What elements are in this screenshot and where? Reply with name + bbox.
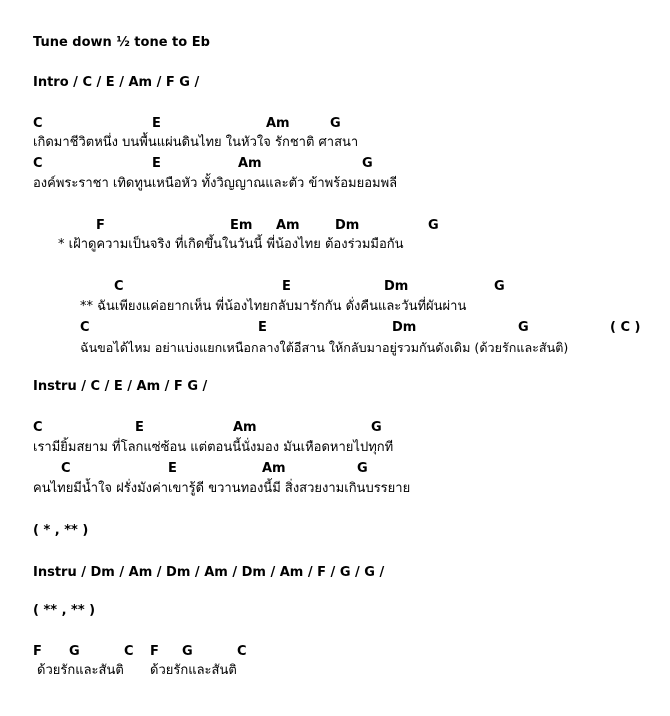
chord: G xyxy=(330,116,341,131)
chord: Em xyxy=(230,218,253,233)
repeat-marker: ( * , ** ) xyxy=(33,523,89,538)
chord: C xyxy=(124,644,134,659)
chord: G xyxy=(428,218,439,233)
chord: E xyxy=(282,279,291,294)
chord: Am xyxy=(233,420,257,435)
chord: E xyxy=(168,461,177,476)
chord: C xyxy=(80,320,90,335)
lyric-line: ** ฉันเพียงแค่อยากเห็น พี่น้องไทยกลับมารักกัน ดั่งคืนและวันที่ผันผ่าน xyxy=(80,299,467,314)
lyric-line: เรามียิ้มสยาม ที่โลกแซ่ซ้อน แต่ตอนนี้นั่งมอง มันเหือดหายไปทุกที xyxy=(33,440,394,455)
chord: G xyxy=(494,279,505,294)
chord: G xyxy=(182,644,193,659)
chord: F xyxy=(96,218,105,233)
chord: E xyxy=(135,420,144,435)
instrumental-line: Instru / C / E / Am / F G / xyxy=(33,379,208,394)
chord: C xyxy=(114,279,124,294)
instrumental-line: Instru / Dm / Am / Dm / Am / Dm / Am / F / G / G / xyxy=(33,565,385,580)
chord: F xyxy=(33,644,42,659)
chord: ( C ) xyxy=(610,320,641,335)
chord: G xyxy=(357,461,368,476)
chord: Dm xyxy=(335,218,360,233)
lyric-line: * เฝ้าดูความเป็นจริง ที่เกิดขึ้นในวันนี้ พี่น้องไทย ต้องร่วมมือกัน xyxy=(58,237,404,252)
chord: Am xyxy=(238,156,262,171)
chord: G xyxy=(371,420,382,435)
chord: Am xyxy=(262,461,286,476)
chord: F xyxy=(150,644,159,659)
lyric-line: ด้วยรักและสันติ xyxy=(37,663,124,678)
chord: C xyxy=(237,644,247,659)
lyric-line: เกิดมาชีวิตหนึ่ง บนพื้นแผ่นดินไทย ในหัวใจ รักชาติ ศาสนา xyxy=(33,135,359,150)
chord: E xyxy=(152,116,161,131)
chord: E xyxy=(258,320,267,335)
chord: E xyxy=(152,156,161,171)
chord: G xyxy=(69,644,80,659)
tuning-note: Tune down ½ tone to Eb xyxy=(33,35,210,50)
chord: Am xyxy=(266,116,290,131)
chord: C xyxy=(33,420,43,435)
chord: G xyxy=(362,156,373,171)
lyric-line: ฉันขอได้ไหม อย่าแบ่งแยกเหนือกลางใต้อีสาน ให้กลับมาอยู่รวมกันดังเดิม (ด้วยรักและสันติ) xyxy=(80,340,569,355)
chord: Dm xyxy=(392,320,417,335)
chord: C xyxy=(33,116,43,131)
lyric-line: ด้วยรักและสันติ xyxy=(150,663,237,678)
chord: C xyxy=(61,461,71,476)
chord: G xyxy=(518,320,529,335)
chord: C xyxy=(33,156,43,171)
repeat-marker: ( ** , ** ) xyxy=(33,603,96,618)
chord: Dm xyxy=(384,279,409,294)
intro-line: Intro / C / E / Am / F G / xyxy=(33,75,200,90)
lyric-line: องค์พระราชา เทิดทูนเหนือหัว ทั้งวิญญาณและตัว ข้าพร้อมยอมพลี xyxy=(33,176,398,191)
chord: Am xyxy=(276,218,300,233)
lyric-line: คนไทยมีน้ำใจ ฝรั่งมังค่าเขารู้ดี ขวานทองนี้มี สิ่งสวยงามเกินบรรยาย xyxy=(33,481,411,496)
